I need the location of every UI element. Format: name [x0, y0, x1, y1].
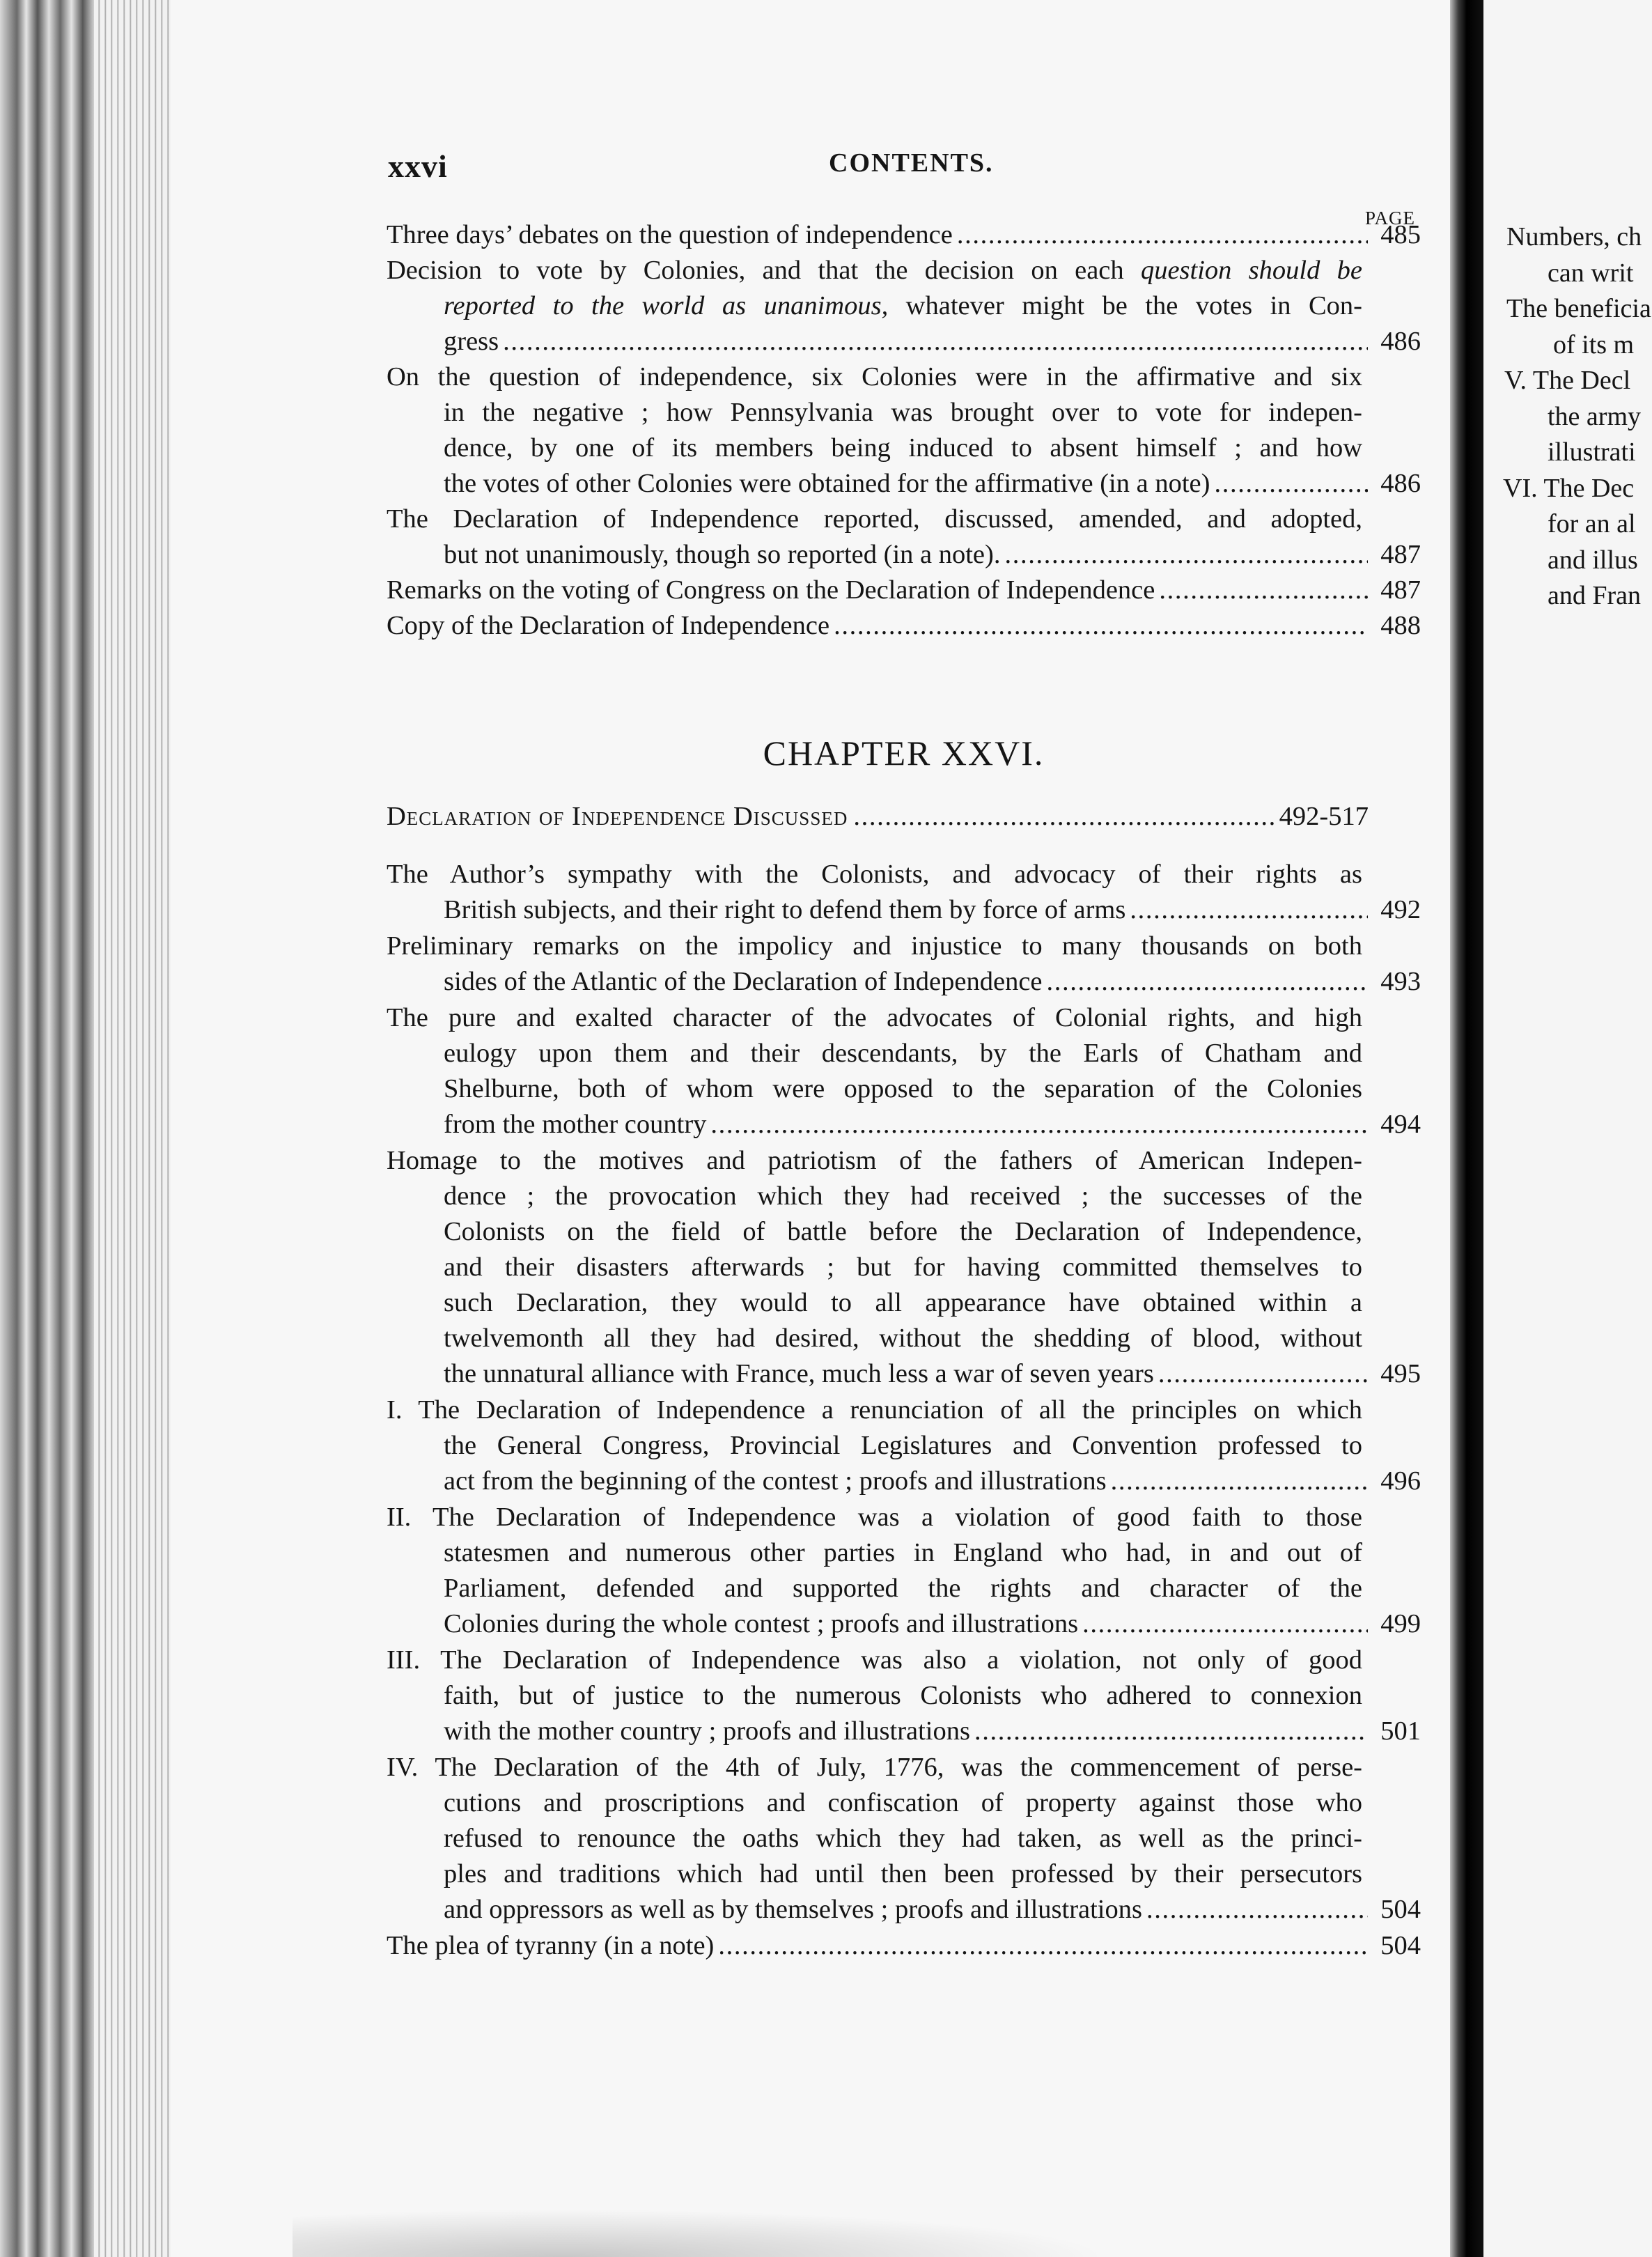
entry-text: Parliament, defended and supported the rights and character of the [444, 1574, 1362, 1603]
entry-line [387, 1856, 1421, 1892]
entry-line [387, 573, 1421, 608]
entry-text: whatever might be the votes in Con- [888, 291, 1363, 320]
entry-text: Homage to the motives and patriotism of the fathers of American Indepen- [387, 1146, 1362, 1175]
entry-line [387, 395, 1421, 431]
facing-page-line: illustrati [1548, 437, 1636, 467]
chapter-heading: CHAPTER XXVI. [763, 734, 1045, 773]
entry-text: I. The Declaration of Independence a renunciation of all the principles on which [387, 1395, 1362, 1425]
entry-line [387, 1928, 1421, 1964]
entry-text: the votes of other Colonies were obtained for the affirmative (in a note) [444, 469, 1210, 498]
entry-line [387, 1535, 1421, 1571]
entry-text: with the mother country ; proofs and illustrations [444, 1716, 970, 1746]
facing-page-line: for an al [1548, 509, 1636, 538]
entry-line [387, 1250, 1421, 1285]
dot-leader [1158, 1356, 1368, 1392]
contents-entry [387, 502, 1421, 573]
entry-line [387, 1214, 1421, 1250]
entry-line [387, 288, 1421, 324]
entry-line [387, 1785, 1421, 1821]
entry-text: Remarks on the voting of Congress on the Declaration of Independence [387, 575, 1155, 605]
entry-text: from the mother country [444, 1110, 707, 1139]
entry-line [387, 1571, 1421, 1606]
entry-text: such Declaration, they would to all appearance have obtained within a [444, 1288, 1362, 1317]
contents-entry [387, 1928, 1421, 1964]
entry-line [387, 892, 1421, 928]
entry-text: ples and traditions which had until then been professed by their persecutors [444, 1859, 1362, 1888]
dot-leader [1047, 964, 1368, 1000]
entry-text: and their disasters afterwards ; but for having committed themselves to [444, 1252, 1362, 1282]
dot-leader [834, 608, 1368, 644]
entry-page-number: 488 [1380, 611, 1421, 640]
entry-line [387, 1464, 1421, 1499]
entry-page-number: 496 [1380, 1466, 1421, 1496]
entry-line [387, 608, 1421, 644]
entry-line [387, 1428, 1421, 1464]
entry-text: dence ; the provocation which they had received ; the successes of the [444, 1181, 1362, 1211]
entry-text: The Author’s sympathy with the Colonists, and advocacy of their rights as [387, 860, 1362, 889]
contents-entry [387, 573, 1421, 608]
entry-line [387, 1892, 1421, 1928]
entry-page-number: 504 [1380, 1931, 1421, 1960]
entry-line [387, 1750, 1421, 1785]
chapter-summary [387, 801, 1369, 832]
dot-leader [974, 1714, 1368, 1749]
entry-page-number: 486 [1380, 469, 1421, 498]
dot-leader [1146, 1892, 1368, 1928]
entry-line [387, 466, 1421, 502]
entry-line [387, 1356, 1421, 1392]
entry-line [387, 1606, 1421, 1642]
entry-page-number: 487 [1380, 540, 1421, 569]
page-number: xxvi [388, 148, 448, 184]
facing-page-line: The beneficia [1506, 294, 1651, 323]
entry-text: Colonists on the field of battle before the Declaration of Independence, [444, 1217, 1362, 1246]
entry-line [387, 1321, 1421, 1356]
book-fore-edge [0, 0, 94, 2257]
entry-line [387, 1821, 1421, 1856]
contents-entry [387, 217, 1421, 253]
facing-page-line: the army [1548, 401, 1642, 431]
dot-leader [1004, 537, 1368, 573]
entry-line [387, 964, 1421, 1000]
entry-text: Shelburne, both of whom were opposed to the separation of the Colonies [444, 1074, 1362, 1103]
entry-page-number: 487 [1380, 575, 1421, 605]
entry-text: the unnatural alliance with France, much less a war of seven years [444, 1359, 1154, 1388]
contents-entry [387, 857, 1421, 928]
dot-leader [718, 1928, 1368, 1964]
entry-line [387, 1678, 1421, 1714]
facing-page-line: VI. The Dec [1503, 473, 1635, 503]
entry-text-italic: question should be [1140, 256, 1362, 285]
chapter-summary-pages: 492-517 [1279, 802, 1369, 831]
entry-text: cutions and proscriptions and confiscation of property against those who [444, 1788, 1362, 1817]
entry-line [387, 431, 1421, 466]
contents-entry [387, 608, 1421, 644]
facing-page-line: V. The Decl [1504, 366, 1631, 395]
entry-page-number: 493 [1380, 967, 1421, 996]
entry-text: statesmen and numerous other parties in England who had, in and out of [444, 1538, 1362, 1567]
contents-entry [387, 253, 1421, 359]
entry-text: Three days’ debates on the question of independence [387, 220, 953, 249]
entry-page-number: 499 [1380, 1609, 1421, 1638]
entry-text: Decision to vote by Colonies, and that the decision on each [387, 256, 1141, 285]
entry-line [387, 1036, 1421, 1071]
entry-text: eulogy upon them and their descendants, by the Earls of Chatham and [444, 1039, 1362, 1068]
entry-text: but not unanimously, though so reported (in a note). [444, 540, 1001, 569]
entry-text: The plea of tyranny (in a note) [387, 1931, 715, 1960]
entry-page-number: 495 [1380, 1359, 1421, 1388]
entry-line [387, 1285, 1421, 1321]
entry-text: II. The Declaration of Independence was a violation of good faith to those [387, 1503, 1362, 1532]
dot-leader [1214, 466, 1368, 502]
facing-page-line: and Fran [1548, 581, 1642, 610]
entry-line [387, 217, 1421, 253]
dot-leader [1130, 892, 1368, 928]
entry-line [387, 929, 1421, 964]
entry-line [387, 1714, 1421, 1749]
dot-leader [1082, 1606, 1368, 1642]
running-title: CONTENTS. [829, 148, 994, 178]
facing-page-line: can writ [1548, 258, 1634, 288]
entry-text: British subjects, and their right to defend them by force of arms [444, 895, 1126, 924]
entry-text: the General Congress, Provincial Legislatures and Convention professed to [444, 1431, 1362, 1460]
entry-text: Preliminary remarks on the impolicy and injustice to many thousands on both [387, 931, 1362, 961]
dot-leader [503, 324, 1368, 359]
entry-line [387, 324, 1421, 359]
entry-text: The pure and exalted character of the advocates of Colonial rights, and high [387, 1003, 1362, 1032]
dot-leader [1111, 1464, 1368, 1499]
dot-leader [1159, 573, 1368, 608]
entry-page-number: 486 [1380, 327, 1421, 356]
entry-line [387, 857, 1421, 892]
entry-line [387, 359, 1421, 395]
entry-text: faith, but of justice to the numerous Colonists who adhered to connexion [444, 1681, 1362, 1710]
contents-entry [387, 1750, 1421, 1928]
entry-text: act from the beginning of the contest ; proofs and illustrations [444, 1466, 1107, 1496]
entry-text: in the negative ; how Pennsylvania was brought over to vote for indepen- [444, 398, 1362, 427]
contents-entry [387, 1143, 1421, 1392]
scan-artifact [293, 2201, 1198, 2257]
entry-line [387, 253, 1421, 288]
contents-entry [387, 1000, 1421, 1142]
entry-text: refused to renounce the oaths which they had taken, as well as the princi- [444, 1824, 1362, 1853]
entry-line [387, 1107, 1421, 1142]
entry-page-number: 494 [1380, 1110, 1421, 1139]
entry-text: On the question of independence, six Colonies were in the affirmative and six [387, 362, 1362, 391]
entry-text: dence, by one of its members being induced to absent himself ; and how [444, 433, 1362, 463]
contents-entry [387, 1500, 1421, 1642]
entry-page-number: 485 [1380, 220, 1421, 249]
entry-text: twelvemonth all they had desired, without the shedding of blood, without [444, 1324, 1362, 1353]
facing-page-line: Numbers, ch [1506, 222, 1642, 251]
contents-entry [387, 359, 1421, 502]
entry-text-italic: reported to the world as unanimous, [444, 291, 889, 320]
entry-line [387, 1143, 1421, 1179]
entry-page-number: 501 [1380, 1716, 1421, 1746]
entry-line [387, 1393, 1421, 1428]
dot-leader [957, 217, 1368, 253]
entry-line [387, 1071, 1421, 1107]
entry-text: and oppressors as well as by themselves ; proofs and illustrations [444, 1895, 1142, 1924]
dot-leader [710, 1107, 1368, 1142]
entry-text: sides of the Atlantic of the Declaration of Independence [444, 967, 1043, 996]
entry-text: III. The Declaration of Independence was also a violation, not only of good [387, 1645, 1362, 1675]
chapter-summary-title: Declaration of Independence Discussed [387, 802, 848, 831]
entry-text: Copy of the Declaration of Independence [387, 611, 830, 640]
entry-line [387, 1500, 1421, 1535]
book-gutter [1450, 0, 1483, 2257]
contents-entry [387, 1393, 1421, 1499]
entry-page-number: 492 [1380, 895, 1421, 924]
entry-text: The Declaration of Independence reported, discussed, amended, and adopted, [387, 504, 1362, 534]
dot-leader [853, 801, 1273, 832]
entry-line [387, 537, 1421, 573]
facing-page-line: of its m [1553, 329, 1635, 359]
contents-entry [387, 1643, 1421, 1749]
entry-line [387, 502, 1421, 537]
entry-line [387, 1179, 1421, 1214]
entry-line [387, 1643, 1421, 1678]
entry-text: Colonies during the whole contest ; proofs and illustrations [444, 1609, 1079, 1638]
facing-page-line: and illus [1548, 545, 1638, 575]
entry-line [387, 1000, 1421, 1036]
entry-text: gress [444, 327, 499, 356]
entry-text: IV. The Declaration of the 4th of July, 1776, was the commencement of perse- [387, 1753, 1362, 1782]
entry-page-number: 504 [1380, 1895, 1421, 1924]
page-stack [94, 0, 171, 2257]
contents-entry [387, 929, 1421, 1000]
page-column-label: PAGE [1365, 208, 1416, 228]
